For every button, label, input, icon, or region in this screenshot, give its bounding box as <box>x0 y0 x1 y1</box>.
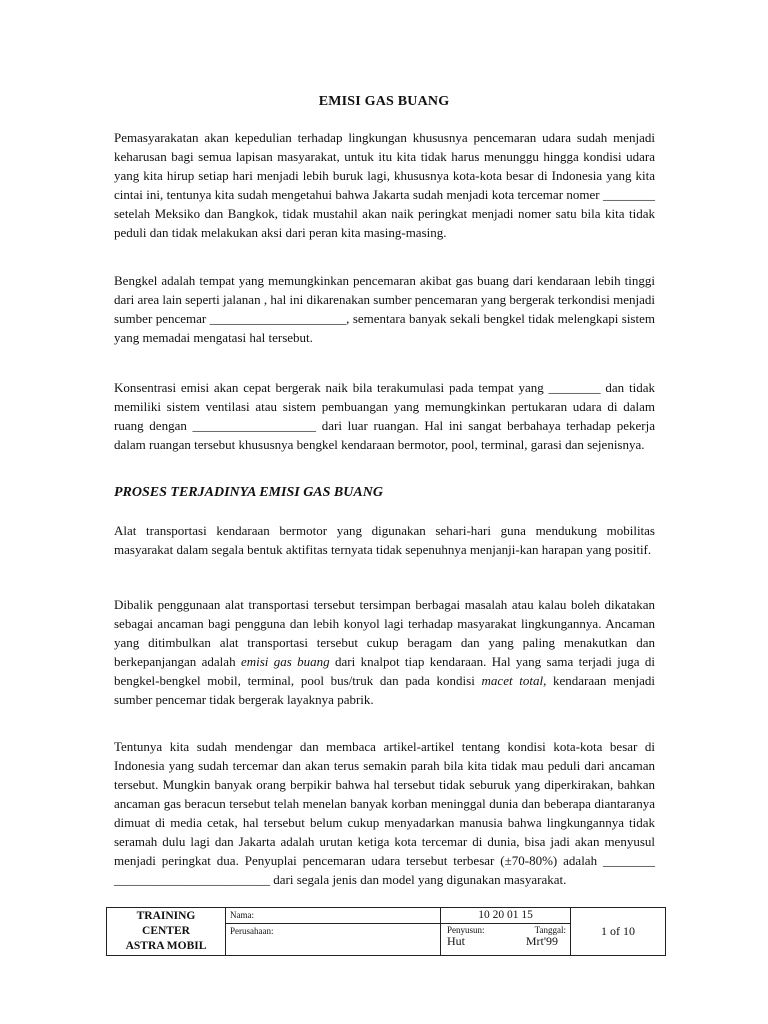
org-line-1: TRAINING <box>136 910 196 922</box>
paragraph-4: Alat transportasi kendaraan bermotor yang digunakan sehari-hari guna mendukung mobilitas masyarakat dalam segala bentuk aktifitas ternyata tidak sepenuhnya menjanji-kan harapan yang positif. <box>114 523 655 557</box>
org-cell <box>107 908 226 956</box>
penyusun-cell <box>441 924 571 956</box>
org-line-2: CENTER <box>142 925 190 937</box>
document-code: 10 20 01 15 <box>478 909 533 921</box>
paragraph-5-text-c: , kendaraan menjadi sumber pencemar tidak bergerak layaknya pabrik. <box>114 673 655 707</box>
paragraph-2: Bengkel adalah tempat yang memungkinkan pencemaran akibat gas buang dari kendaraan lebih tinggi dari area lain seperti jalanan , hal ini dikarenakan sumber pencemaran yang bergerak terkondisi menjadi sumber pencemar _____________________, sementara banyak sekali bengkel tidak melengkapi sistem yang memadai mengatasi hal tersebut. <box>114 273 655 345</box>
org-line-3: ASTRA MOBIL <box>125 940 207 952</box>
paragraph-5 <box>114 595 655 709</box>
section-heading: PROSES TERJADINYA EMISI GAS BUANG <box>114 485 383 500</box>
paragraph-6: Tentunya kita sudah mendengar dan membaca artikel-artikel tentang kondisi kota-kota besar di Indonesia yang sudah tercemar dan akan terus semakin parah bila kita tidak mau peduli dari ancaman tersebut. Mungkin banyak orang berpikir bahwa hal tersebut tidak seburuk yang diperkirakan, bahkan ancaman gas beracun tersebut telah menelan banyak korban meninggal dunia dan beberapa diantaranya dimuat di media cetak, hal tersebut belum cukup menyadarkan manusia bahwa lingkungannya tidak seramah dulu lagi dan Jakarta adalah urutan ketiga kota tercemar di dunia, bisa jadi akan menyusul menjadi peringkat dua. Penyuplai pencemaran udara tersebut terbesar (±70-80%) adalah ________ ________________________ dari segala jenis dan model yang digunakan masyarakat. <box>114 739 655 887</box>
paragraph-1: Pemasyarakatan akan kepedulian terhadap lingkungan khususnya pencemaran udara sudah menjadi keharusan bagi semua lapisan masyarakat, untuk itu kita tidak harus menunggu hingga kondisi udara yang kita hirup setiap hari menjadi lebih buruk lagi, khususnya kota-kota besar di Indonesia yang kita cintai ini, tentunya kita sudah mengetahui bahwa Jakarta sudah menjadi kota tercemar nomer ________ setelah Meksiko dan Bangkok, tidak mustahil akan naik peringkat menjadi nomer satu bila kita tidak peduli dan tidak melakukan aksi dari peran kita masing-masing. <box>114 130 655 240</box>
penyusun-value: Hut <box>447 934 465 948</box>
nama-cell <box>226 908 441 924</box>
perusahaan-label: Perusahaan: <box>230 926 274 936</box>
paragraph-3: Konsentrasi emisi akan cepat bergerak naik bila terakumulasi pada tempat yang ________ dan tidak memiliki sistem ventilasi atau sistem pembuangan yang memungkinkan pertukaran udara di dalam ruang dengan ___________________ dari luar ruangan. Hal ini sangat berbahaya terhadap pekerja dalam ruangan tersebut khususnya bengkel kendaraan bermotor, pool, terminal, garasi dan sejenisnya. <box>114 380 655 452</box>
penyusun-label: Penyusun: <box>447 925 485 935</box>
page-number: 1 of 10 <box>601 924 635 938</box>
paragraph-5-text-a: Dibalik penggunaan alat transportasi tersebut tersimpan berbagai masalah atau kalau boleh dikatakan sebagai ancaman bagi pengguna dan lebih konyol lagi terhadap masyarakat lingkungannya. Ancaman yang ditimbulkan alat transportasi tersebut cukup beragam dan yang paling menakutkan dan berkepanjangan adalah <box>114 597 655 669</box>
paragraph-5-text-b: dari knalpot tiap kendaraan. Hal yang sama terjadi juga di bengkel-bengkel mobil, terminal, pool bus/truk dan pada kondisi <box>114 654 656 688</box>
perusahaan-cell <box>226 924 441 956</box>
footer-table <box>106 907 666 956</box>
tanggal-value: Mrt'99 <box>525 934 558 948</box>
nama-label: Nama: <box>230 910 254 920</box>
page-number-cell <box>571 908 666 956</box>
tanggal-label: Tanggal: <box>534 925 566 935</box>
paragraph-5-emphasis-b: macet total <box>481 673 544 688</box>
page-title: EMISI GAS BUANG <box>318 94 450 109</box>
paragraph-5-emphasis-a: emisi gas buang <box>240 654 330 669</box>
code-cell <box>441 908 571 924</box>
